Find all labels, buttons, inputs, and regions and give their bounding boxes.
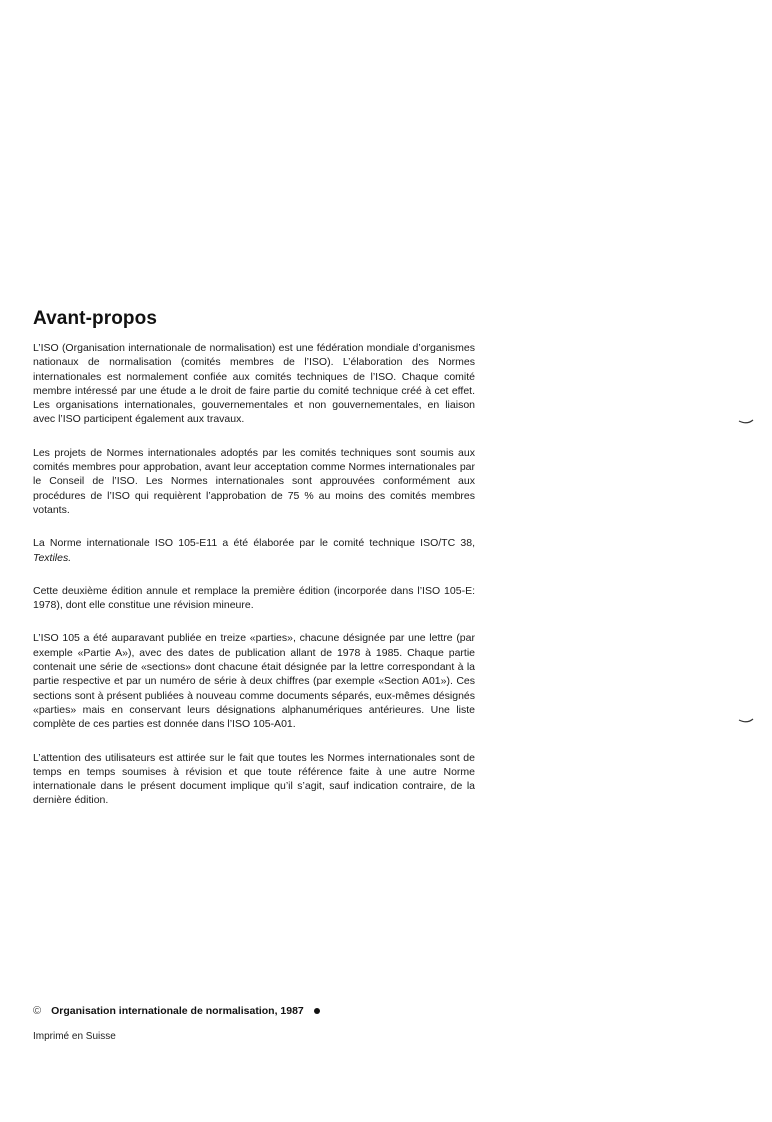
bullet-icon — [314, 1008, 320, 1014]
printed-in: Imprimé en Suisse — [33, 1031, 116, 1042]
paragraph-draft-approval: Les projets de Normes internationales adoptés par les comités techniques sont soumis aux comités membres pour approbation, avant leur acceptation comme Normes internationales par le Conseil de l’ISO. Les Normes internationales sont approuvées conformément aux procédures de l’ISO qui requièrent l’approbation de 75 % au moins des comités membres votants. — [33, 446, 475, 516]
margin-mark-icon — [738, 419, 754, 425]
copyright-text: Organisation internationale de normalisation, 1987 — [51, 1005, 304, 1017]
committee-title: Textiles. — [33, 551, 72, 564]
paragraph-committee — [33, 536, 475, 565]
margin-mark-icon — [738, 718, 754, 724]
paragraph-revision-notice: L’attention des utilisateurs est attirée sur le fait que toutes les Normes internationales sont de temps en temps soumises à révision et que toute référence faite à une autre Norme internationale dans le présent document implique qu’il s’agit, sauf indication contraire, de la dernière édition. — [33, 751, 475, 807]
paragraph-edition: Cette deuxième édition annule et remplace la première édition (incorporée dans l’ISO 105-E: 1978), dont elle constitue une révision mineure. — [33, 584, 475, 612]
paragraph-parts: L’ISO 105 a été auparavant publiée en treize «parties», chacune désignée par une lettre (par exemple «Partie A»), avec des dates de publication allant de 1978 à 1985. Chaque partie contenait une série de «sections» dont chacune était désignée par la lettre correspondant à la partie respective et par un numéro de série à deux chiffres (par exemple «Section A01»). Ces sections sont à présent publiées à nouveau comme documents séparés, eux-mêmes désignés «parties» mais en conservant leurs désignations alphanumériques antérieures. Une liste complète de ces parties est donnée dans l’ISO 105-A01. — [33, 632, 475, 731]
committee-text: La Norme internationale ISO 105-E11 a été élaborée par le comité technique ISO/TC 38, — [33, 537, 475, 550]
paragraph-iso-intro: L’ISO (Organisation internationale de normalisation) est une fédération mondiale d’organismes nationaux de normalisation (comités membres de l’ISO). L’élaboration des Normes internationales est normalement confiée aux comités techniques de l’ISO. Chaque comité membre intéressé par une étude a le droit de faire partie du comité technique créé à cet effet. Les organisations internationales, gouvernementales et non gouvernementales, en liaison avec l’ISO participent également aux travaux. — [33, 342, 475, 426]
copyright-icon: © — [33, 1005, 42, 1017]
page-title: Avant-propos — [33, 308, 157, 329]
foreword-body — [33, 341, 475, 827]
copyright-line — [33, 1005, 320, 1017]
